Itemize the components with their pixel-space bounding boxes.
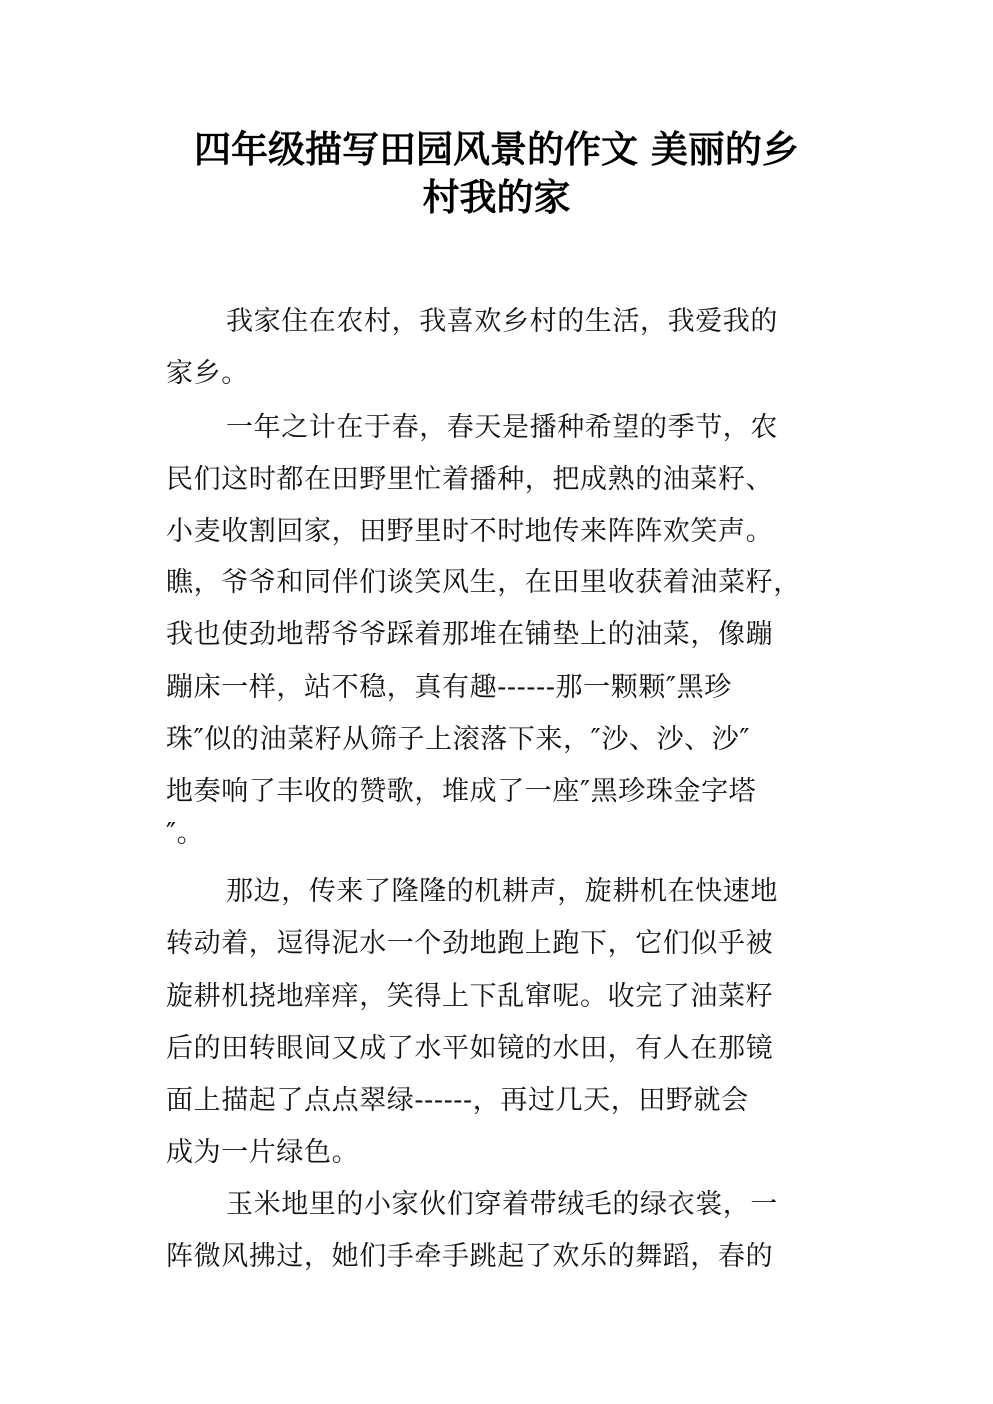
paragraph-3-line: 转动着，逗得泥水一个劲地跑上跑下，它们似乎被 <box>166 928 774 959</box>
paragraph-2-line: 珠″似的油菜籽从筛子上滚落下来，″沙、沙、沙″ <box>166 724 751 755</box>
paragraph-1-line: 家乡。 <box>166 358 249 389</box>
document-title-line-2: 村我的家 <box>422 176 571 219</box>
paragraph-3-line: 旋耕机挠地痒痒，笑得上下乱窜呢。收完了油菜籽 <box>166 981 774 1012</box>
paragraph-3-line: 后的田转眼间又成了水平如镜的水田，有人在那镜 <box>166 1033 774 1064</box>
paragraph-2-line: 民们这时都在田野里忙着播种，把成熟的油菜籽、 <box>166 464 774 495</box>
paragraph-2-line: 地奏响了丰收的赞歌，堆成了一座″黑珍珠金字塔 <box>166 776 757 807</box>
paragraph-2-line: 小麦收割回家，田野里时不时地传来阵阵欢笑声。 <box>166 516 774 547</box>
document-title-line-1: 四年级描写田园风景的作文 美丽的乡 <box>194 128 799 171</box>
paragraph-2-line: 我也使劲地帮爷爷踩着那堆在铺垫上的油菜，像蹦 <box>166 619 774 650</box>
paragraph-2-line: ″。 <box>166 818 205 849</box>
paragraph-3-line: 面上描起了点点翠绿------，再过几天，田野就会 <box>166 1085 749 1116</box>
paragraph-4-line: 玉米地里的小家伙们穿着带绒毛的绿衣裳，一 <box>226 1189 778 1220</box>
paragraph-1-line: 我家住在农村，我喜欢乡村的生活，我爱我的 <box>226 306 778 337</box>
paragraph-2-line: 蹦床一样，站不稳，真有趣------那一颗颗″黑珍 <box>166 672 732 703</box>
paragraph-2-line: 一年之计在于春，春天是播种希望的季节，农 <box>226 412 778 443</box>
paragraph-3-line: 成为一片绿色。 <box>166 1137 360 1168</box>
paragraph-3-line: 那边，传来了隆隆的机耕声，旋耕机在快速地 <box>226 876 778 907</box>
paragraph-2-line: 瞧，爷爷和同伴们谈笑风生，在田里收获着油菜籽， <box>166 567 801 598</box>
paragraph-4-line: 阵微风拂过，她们手牵手跳起了欢乐的舞蹈，春的 <box>166 1241 774 1272</box>
